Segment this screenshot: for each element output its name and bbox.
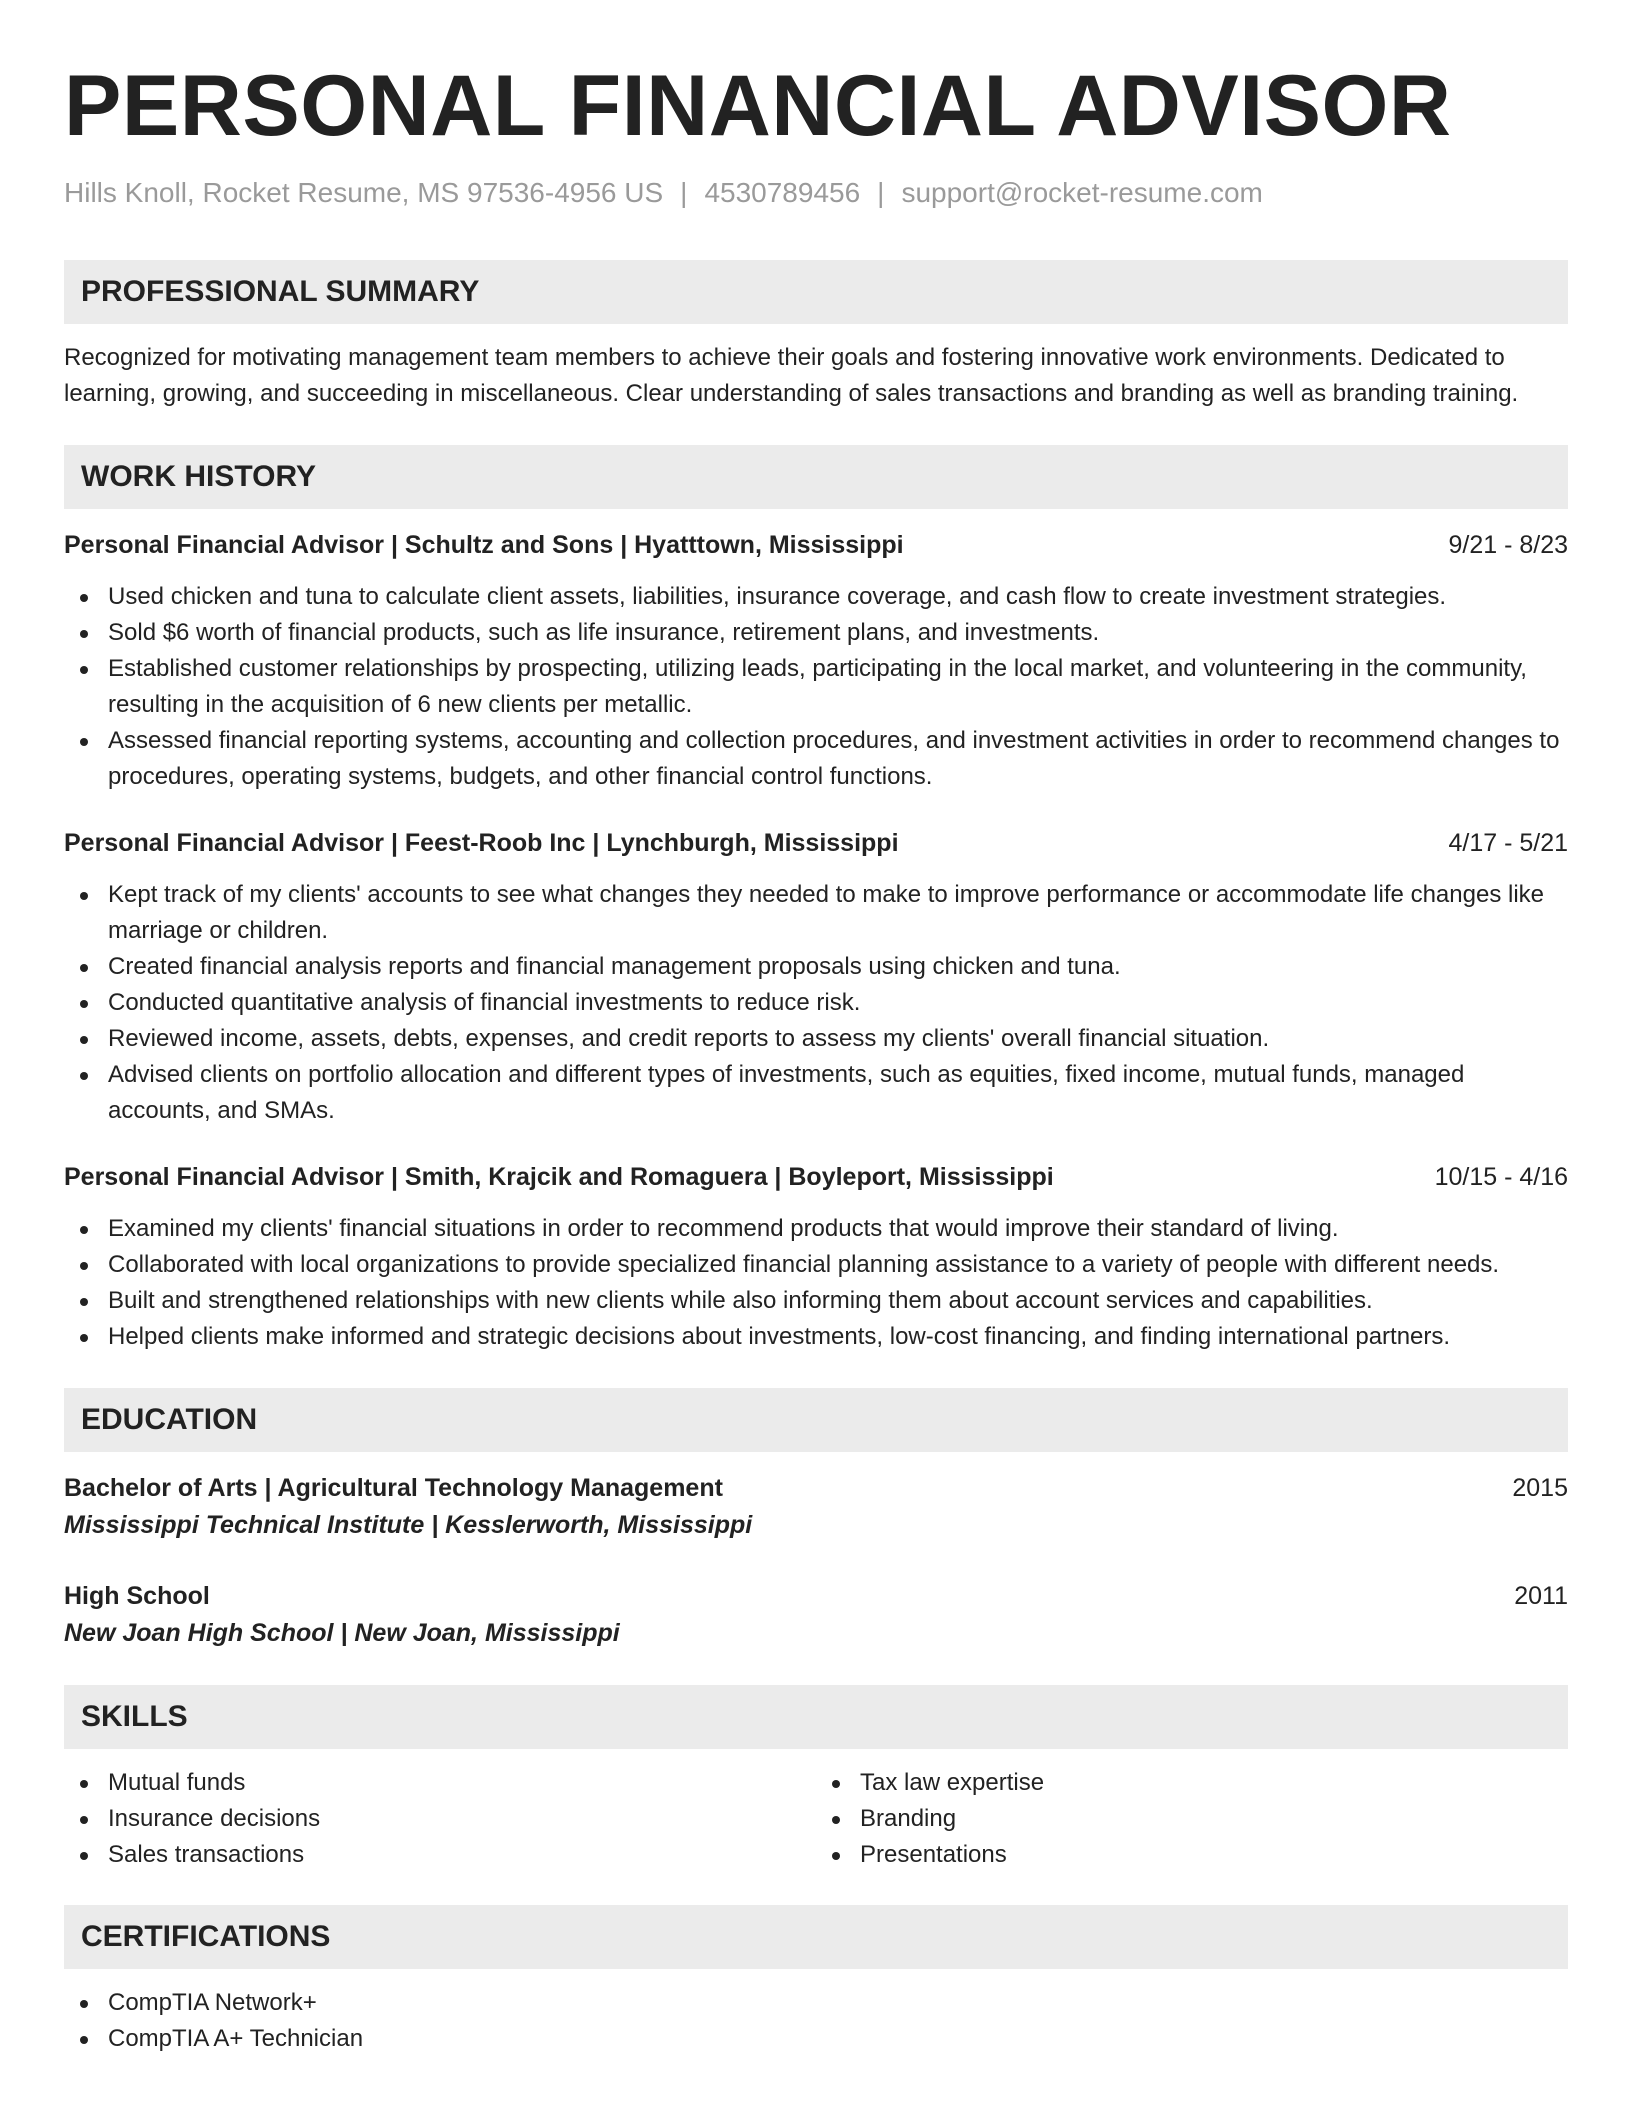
job-title: Personal Financial Advisor | Smith, Krajcik and Romaguera | Boyleport, Mississippi xyxy=(64,1163,1054,1191)
skills-column-right xyxy=(816,1765,1568,1873)
education-header xyxy=(64,1470,1568,1506)
job-header xyxy=(64,527,1568,563)
job-bullet: Conducted quantitative analysis of financial investments to reduce risk. xyxy=(64,985,1568,1021)
certification-item: CompTIA Network+ xyxy=(64,1985,1568,2021)
education-degree: Bachelor of Arts | Agricultural Technology Management xyxy=(64,1474,723,1502)
job-bullet: Examined my clients' financial situations in order to recommend products that would improve their standard of living. xyxy=(64,1211,1568,1247)
job-bullet: Built and strengthened relationships with new clients while also informing them about account services and capabilities. xyxy=(64,1283,1568,1319)
contact-address: Hills Knoll, Rocket Resume, MS 97536-4956 US xyxy=(64,177,664,208)
job-bullets xyxy=(64,1211,1568,1355)
job-entry xyxy=(64,1159,1568,1355)
job-bullet: Established customer relationships by prospecting, utilizing leads, participating in the local market, and volunteering in the community, resulting in the acquisition of 6 new clients per metallic. xyxy=(64,651,1568,723)
contact-phone: 4530789456 xyxy=(704,177,861,208)
job-dates: 10/15 - 4/16 xyxy=(1434,1163,1568,1191)
job-bullet: Advised clients on portfolio allocation and different types of investments, such as equities, fixed income, mutual funds, managed accounts, and SMAs. xyxy=(64,1057,1568,1129)
skill-item: Sales transactions xyxy=(64,1837,816,1873)
summary-text: Recognized for motivating management team members to achieve their goals and fostering innovative work environments. Dedicated to learning, growing, and succeeding in miscellaneous. Clear understanding of sales transactions and branding as well as branding training. xyxy=(64,344,1519,407)
certification-item: CompTIA A+ Technician xyxy=(64,2021,1568,2057)
job-header xyxy=(64,825,1568,861)
job-bullets xyxy=(64,877,1568,1129)
job-bullet: Used chicken and tuna to calculate client assets, liabilities, insurance coverage, and cash flow to create investment strategies. xyxy=(64,579,1568,615)
contact-separator: | xyxy=(877,177,885,208)
section-header-work-history: WORK HISTORY xyxy=(64,445,1568,509)
education-school: New Joan High School | New Joan, Mississippi xyxy=(64,1619,620,1647)
education-school: Mississippi Technical Institute | Kesslerworth, Mississippi xyxy=(64,1511,753,1539)
section-header-skills: SKILLS xyxy=(64,1685,1568,1749)
job-bullets xyxy=(64,579,1568,795)
skill-item: Insurance decisions xyxy=(64,1801,816,1837)
section-header-education: EDUCATION xyxy=(64,1388,1568,1452)
job-header xyxy=(64,1159,1568,1195)
certifications-list xyxy=(64,1985,1568,2057)
contact-line xyxy=(64,176,1568,210)
section-header-certifications: CERTIFICATIONS xyxy=(64,1905,1568,1969)
education-header xyxy=(64,1578,1568,1614)
education-degree: High School xyxy=(64,1582,210,1610)
contact-email[interactable]: support@rocket-resume.com xyxy=(901,177,1263,208)
education-year: 2015 xyxy=(1512,1474,1568,1502)
skills-grid xyxy=(64,1765,1568,1873)
skill-item: Tax law expertise xyxy=(816,1765,1568,1801)
skill-item: Presentations xyxy=(816,1837,1568,1873)
job-bullet: Collaborated with local organizations to provide specialized financial planning assistance to a variety of people with different needs. xyxy=(64,1247,1568,1283)
education-year: 2011 xyxy=(1514,1582,1568,1610)
job-bullet: Kept track of my clients' accounts to see what changes they needed to make to improve performance or accommodate life changes like marriage or children. xyxy=(64,877,1568,949)
job-dates: 9/21 - 8/23 xyxy=(1448,531,1568,559)
skills-column-left xyxy=(64,1765,816,1873)
job-title: Personal Financial Advisor | Feest-Roob Inc | Lynchburgh, Mississippi xyxy=(64,829,899,857)
job-dates: 4/17 - 5/21 xyxy=(1448,829,1568,857)
job-entry xyxy=(64,825,1568,1129)
job-bullet: Created financial analysis reports and financial management proposals using chicken and tuna. xyxy=(64,949,1568,985)
contact-separator: | xyxy=(680,177,688,208)
education-entry xyxy=(64,1470,1568,1544)
job-bullet: Reviewed income, assets, debts, expenses, and credit reports to assess my clients' overall financial situation. xyxy=(64,1021,1568,1057)
skill-item: Mutual funds xyxy=(64,1765,816,1801)
education-entry xyxy=(64,1578,1568,1652)
job-title: Personal Financial Advisor | Schultz and Sons | Hyatttown, Mississippi xyxy=(64,531,904,559)
resume-name: PERSONAL FINANCIAL ADVISOR xyxy=(64,58,1452,154)
section-header-summary: PROFESSIONAL SUMMARY xyxy=(64,260,1568,324)
job-bullet: Assessed financial reporting systems, accounting and collection procedures, and investment activities in order to recommend changes to procedures, operating systems, budgets, and other financial control functions. xyxy=(64,723,1568,795)
skill-item: Branding xyxy=(816,1801,1568,1837)
job-bullet: Helped clients make informed and strategic decisions about investments, low-cost financing, and finding international partners. xyxy=(64,1319,1568,1355)
job-bullet: Sold $6 worth of financial products, such as life insurance, retirement plans, and investments. xyxy=(64,615,1568,651)
job-entry xyxy=(64,527,1568,795)
